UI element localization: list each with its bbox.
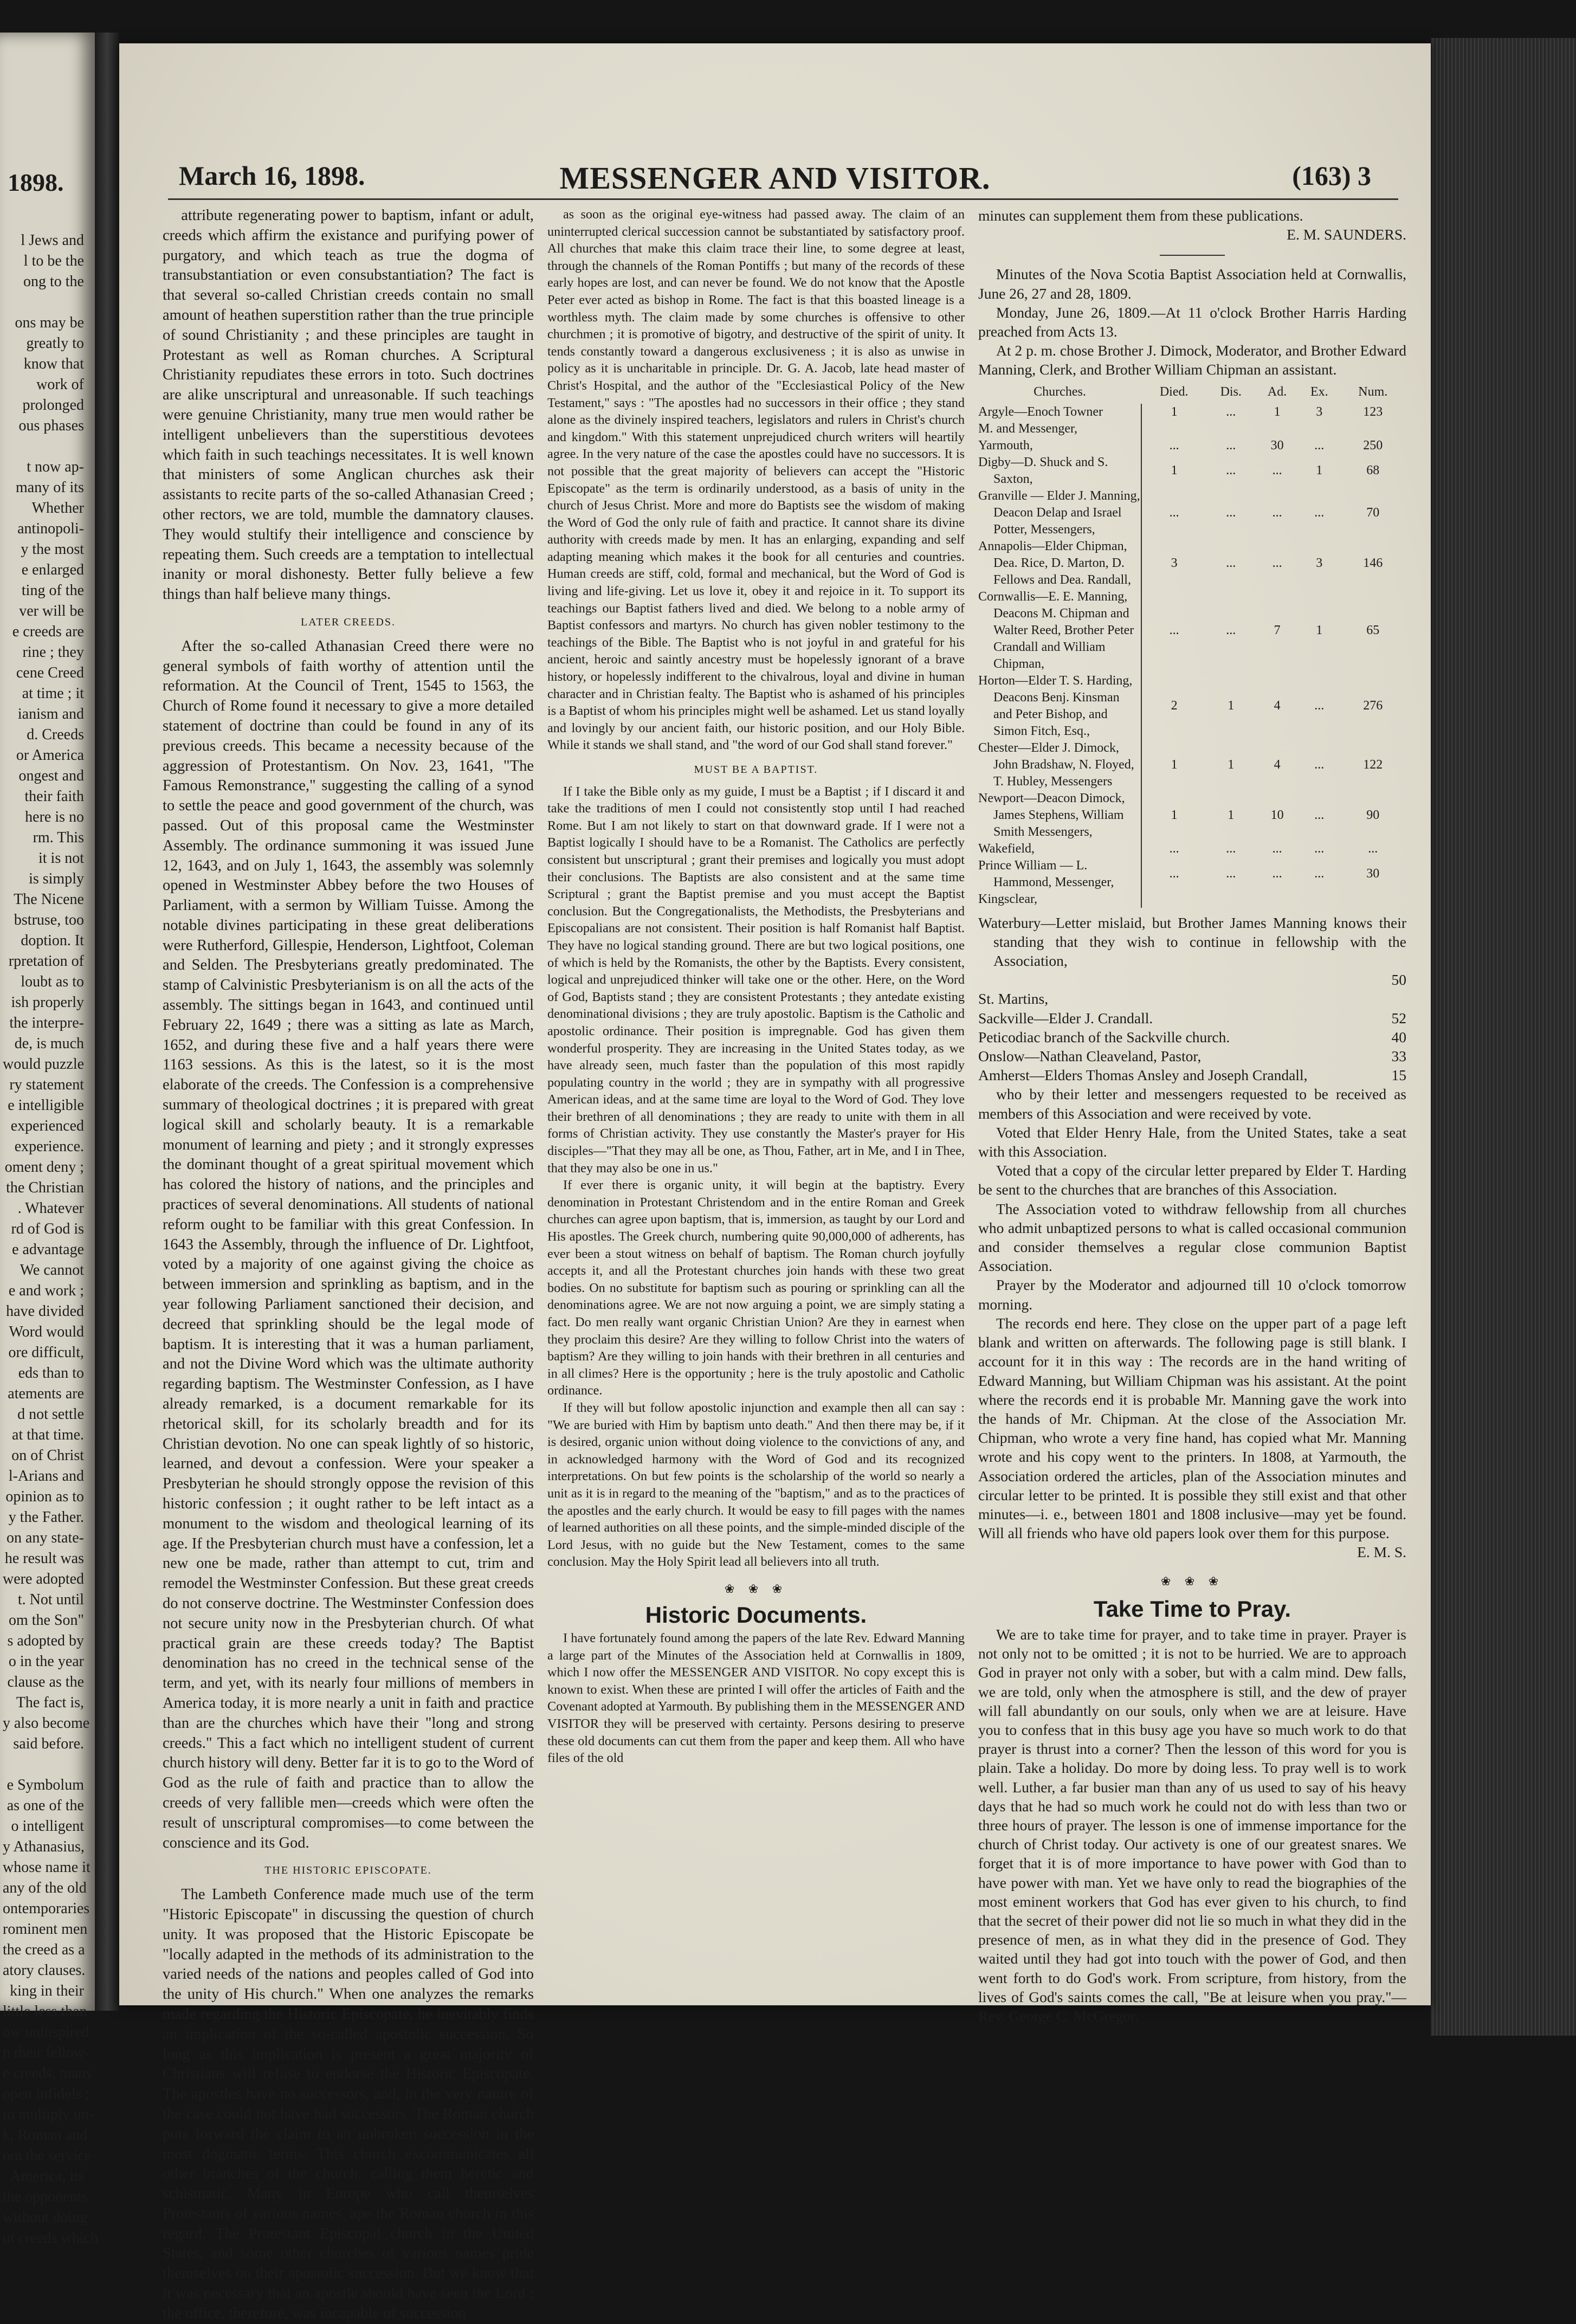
minutes-paragraphs [978,303,1406,379]
paragraph: Prayer by the Moderator and adjourned till 10 o'clock tomorrow morning. [978,1276,1406,1313]
table-cell-ex: ... [1314,757,1325,772]
church-name: Wakefield, [978,841,1035,856]
previous-page-line: de, is much [14,1035,84,1052]
ornament-divider-2: ❀ ❀ ❀ [1160,1574,1224,1588]
paragraph: The Lambeth Conference made much use of the term "Historic Episcopate" in discussing the question of church unity. It was proposed that the Historic Episcopate be "locally adapted in the methods of its administration to the varied needs of the nations and peoples called of God into the unity of His church." When one analyzes the remarks made regarding the Historic Episcopate, he inevitably finds an implication of the so-called apostolic succession. So long as this implication is present a great majority of Christians will refuse to endorse the Historic Episcopate. The apostles have no successors, and, in the very nature of the case could not have had successors. The Roman church puts forward the claim to an unbroken succession in the most dogmatic terms. This church excommunicates all other branches of the church, calling them heretic and schismatic. Many in Europe who call themselves Protestants of various names, ape the Roman church in this regard. The Protestant Episcopal church in the United States, and some other churches of various names pride themselves on their apostolic succession. But we know that it was necessary that an apostle should have seen the Lord ; the office, therefore, was incapable of succession [163,1886,534,2322]
additional-churches-list [978,989,1406,1084]
church-number: 15 [1391,1067,1406,1084]
previous-page-line: bstruse, too [14,912,84,928]
previous-page-line: ting of the [21,582,84,599]
church-name: Prince William — L. Hammond, Messenger, [978,858,1114,889]
previous-page-line: on of Christ [11,1447,84,1464]
table-header-cell: Num. [1358,384,1388,399]
church-name: Horton—Elder T. S. Harding, Deacons Benj. Kinsman and Peter Bishop, and Simon Fitch, Esq., [978,673,1133,738]
previous-page-line: the Christian [6,1179,84,1196]
church-name: Granville — Elder J. Manning, Deacon Delap and Israel Potter, Messengers, [978,488,1140,537]
previous-page-line: the creed as a [3,1941,85,1958]
previous-page-line: were adopted [3,1571,85,1587]
previous-page-line: oment deny ; [4,1159,84,1176]
church-name: Yarmouth, [978,438,1033,453]
previous-page-line: ver will be [19,603,84,619]
previous-page-line: om the service [3,2147,92,2164]
table-row [978,454,1406,488]
paragraph: Voted that a copy of the circular letter prepared by Elder T. Harding be sent to the churches that are branches of this Association. [978,1162,1406,1198]
churches-table [978,383,1406,908]
previous-page-line: t now ap- [27,459,84,475]
page-number: (163) 3 [1292,160,1371,191]
previous-page-line: y also become [3,1715,90,1732]
previous-page-line: The Nicene [14,891,84,908]
stacked-page-edges [1431,38,1576,2036]
table-cell-name [978,790,1141,841]
church-name: Digby—D. Shuck and S. Saxton, [978,455,1108,486]
table-cell-num: ... [1368,841,1378,856]
previous-page-line: atory clauses. [3,1962,86,1979]
paragraph: If I take the Bible only as my guide, I must be a Baptist ; if I discard it and take the traditions of men I could not consistently stop until I had reached Rome. But I am not likely to start on that downward grade. If I were not a Baptist logically I should have to be a Romanist. The Catholics are perfectly consistent but unscriptural ; grant their premises and logically you must adopt their conclusions. The Baptists are also consistent and at the same time Scriptural ; grant the Baptist premise and you must accept the Baptist conclusion. But the Congregationalists, the Methodists, the Presbyterians and Episcopalians are not consistent. Their position is half Romanist half Baptist. They have no logical standing ground. There are but two logical positions, one of which is held by the Romanists, the other by the Baptists. Every consistent, logical and unprejudiced thinker will take one or the other. Here, on the Word of God, Baptists stand ; they are consistent Protestants ; they antedate existing denominational divisions ; they are truly apostolic. Baptism is the Catholic and apostolic ordinance. Their position is impregnable. God has given them wonderful prosperity. They are increasing in the United States today, as we have already seen, much faster than the population of this most rapidly populating country in the world ; they are in sympathy with all progressive American ideas, and at the same time are loyal to the Word of God. They love their brethren of all denominations ; they are ready to unite with them in all forms of Christian activity. They use constantly the Master's prayer for His disciples—"That they may all be one, as Thou, Father, art in Me, and I in Thee, that they may also be one in us." [547,784,965,1176]
table-cell-died [1141,891,1206,908]
table-cell-dis: ... [1226,556,1236,570]
list-item [978,1009,1406,1028]
table-cell-dis: ... [1226,404,1236,419]
table-cell-dis: 1 [1228,699,1235,713]
table-cell-died: 1 [1171,757,1178,772]
table-row [978,790,1406,841]
table-cell-name [978,421,1141,437]
table-cell-ex: 1 [1316,623,1323,637]
table-cell-died: 2 [1171,699,1178,713]
previous-page-line: experienced [10,1118,84,1134]
table-cell-died: ... [1169,867,1179,881]
column-2-paragraphs-c [547,1630,965,1767]
previous-page-line: antinopoli- [17,520,84,537]
previous-page-line: doption. It [21,932,84,949]
previous-page-line: without doing [3,2209,88,2226]
table-cell-dis: ... [1226,505,1236,520]
paragraph: If ever there is organic unity, it will begin at the baptistry. Every denomination in Protestant Christendom and in the entire Roman and Greek churches can agree upon baptism, that is, immersion, as taught by our Lord and His apostles. The Greek church, numbering quite 90,000,000 of adherents, has ever been a stout witness on behalf of baptism. The Roman church joyfully accepts it, and all the Protestant churches join hands with these two great bodies. On no substitute for baptism such as pouring or sprinkling can all the denominations agree. We are not now arguing a point, we are simply stating a fact. Do men really want organic Christian Union? Are they in earnest when they proclaim this desire? Are they willing to follow Christ into the waters of baptism? Are they willing to join hands with their brethren in all centuries and in all climes? Here is the opportunity ; here is the truly apostolic and Catholic ordinance. [547,1178,965,1398]
previous-page-line: said before. [13,1735,84,1752]
previous-page-line: e creeds, many [3,2065,94,2082]
table-cell-name [978,404,1141,421]
table-header-cell: Ad. [1267,384,1287,399]
church-name: Argyle—Enoch Towner [978,404,1103,419]
previous-page-line: y the most [21,541,84,558]
table-cell-num: 146 [1363,556,1383,570]
previous-page-line: l to be the [23,253,84,269]
previous-page-line: atements are [8,1385,84,1402]
previous-page-line: or America [16,747,84,764]
table-cell-num: 276 [1363,699,1383,713]
table-cell-dis: ... [1226,623,1236,637]
previous-page-line: any of the old [3,1880,87,1896]
table-cell-died: ... [1169,505,1179,520]
previous-page-line: t. Not until [17,1591,84,1608]
table-cell-ex [1299,421,1340,437]
previous-page-line: rd of God is [11,1221,84,1237]
previous-page-line: om the Son" [9,1612,84,1629]
paragraph: After the so-called Athanasian Creed there were no general symbols of faith worthy of attention until the reformation. At the Council of Trent, 1545 to 1563, the Church of Rome found it necessary to give a more detailed statement of doctrine than could be found in any of its previous creeds. This became a necessity because of the aggression of Protestantism. On Nov. 23, 1641, "The Famous Remonstrance," suggesting the calling of a synod to settle the peace and good government of the church, was passed. Out of this proposal came the Westminster Assembly. The ordinance summoning it was issued June 12, 1643, and on July 1, 1643, the assembly was solemnly opened in Westminster Abbey before the two Houses of Parliament, with a sermon by William Tuisse. Among the notable divines participating in these great deliberations were Rutherford, Gillespie, Henderson, Lightfoot, Coleman and Selden. The Presbyterians greatly predominated. The stamp of Calvinistic Presbyterianism is on all the acts of the assembly. The sittings began in 1643, and continued until February 22, 1649 ; there was a sitting as late as March, 1652, and during these five and a half years there were 1163 sessions. As this is the latest, so it is the most elaborate of the creeds. The Confession is a comprehensive summary of theological doctrines ; it is prepared with great logical skill and scholarly beauty. It is a remarkable monument of learning and piety ; and it strongly expresses the dominant thought of a great spiritual movement which has colored the history of nations, and the principles and practices of several denominations. All students of national reform ought to be familiar with this great Confession. In 1643 the Assembly, through the influence of Dr. Lightfoot, voted by a majority of one against giving the choice as between immersion and sprinkling as baptism, and in the year following Parliament sanctioned their decision, and decreed that sprinkling should be the legal mode of baptism. It is interesting that it was a human parliament, and not the Divine Word which was the ultimate authority regarding baptism. The Westminster Confession, as I have already remarked, is a document remarkable for its rhetorical skill, for its scholarly breadth and for its Christian devotion. No one can speak lightly of so historic, learned, and devout a confession. Were your speaker a Presbyterian he should strongly oppose the revision of this historic confession ; it ought rather to be left intact as a monument to the wisdom and theological learning of its age. If the Presbyterian church must have a confession, let a new one be made, rather than attempt to cut, trim and remodel the Westminster Confession. But these great creeds do not conserve doctrine. The Westminster Confession does not secure unity now in the Presbyterian church. Of what practical grain are these creeds today? The Baptist denomination has no creed in the technical sense of the term, and yet, with its nearly four millions of members in America today, it is more nearly a unit in faith and practice than are the churches which have their "long and strong creeds." This a fact which no intelligent student of current church history will deny. Better far it is to go to the Word of God as the rule of faith and practice than to allow the creeds of very fallible men—creeds which were often the result of unscriptural compromises—to come between the conscience and its God. [163,637,534,1851]
column-2-paragraphs-b [547,783,965,1571]
previous-page-line: e and work ; [8,1282,84,1299]
paragraph: If they will but follow apostolic injunction and example then all can say : "We are buried with Him by baptism unto death." And then there may be, if it is desired, organic union without doing violence to the convictions of any, and in acknowledged harmony with the Word of God and its recognized interpretations. On but few points is the scholarship of the world so nearly a unit as it is in regard to the meaning of the "baptism," and as to the practices of the apostles and the early church. It would be easy to fill pages with the names of learned authorities on all these points, and the simple-minded disciple of the Lord Jesus, with no guide but the New Testament, comes to the same conclusion. May the Holy Spirit lead all believers into all truth. [547,1400,965,1570]
table-cell-dis: 1 [1228,808,1235,822]
heading-historic-documents: Historic Documents. [645,1602,867,1628]
column-2-paragraphs-a [547,206,965,754]
previous-page-line: e Symbolum [7,1777,84,1793]
previous-page-line: s adopted by [7,1632,84,1649]
church-name: Annapolis—Elder Chipman, Dea. Rice, D. Marton, D. Fellows and Dea. Randall, [978,539,1131,587]
table-cell-dis: ... [1226,841,1236,856]
previous-page-line: rpretation of [8,953,84,970]
previous-page-line: rominent men [3,1921,88,1938]
table-cell-ad: ... [1272,505,1282,520]
table-cell-died: 1 [1171,404,1178,419]
previous-page-line: ore difficult, [8,1344,84,1361]
heading-take-time-to-pray: Take Time to Pray. [1093,1596,1291,1622]
waterbury-text: Waterbury—Letter mislaid, but Brother James Manning knows their standing that they wish to continue in fellowship with the Association, [978,914,1406,970]
table-cell-num [1340,891,1406,908]
table-cell-ex: 3 [1316,556,1323,570]
table-header-cell: Died. [1159,384,1189,399]
minutes-title: Minutes of the Nova Scotia Baptist Association held at Cornwallis, June 26, 27 and 28, 1809. [978,266,1406,302]
table-row [978,421,1406,437]
previous-page-line: d not settle [17,1406,84,1423]
table-row [978,841,1406,857]
previous-page-line: clause as the [7,1674,84,1690]
list-item [978,1066,1406,1084]
table-cell-ex: ... [1314,841,1325,856]
table-cell-num: 70 [1366,505,1380,520]
church-name: Amherst—Elders Thomas Ansley and Joseph Crandall, [978,1067,1308,1084]
table-cell-name [978,841,1141,857]
waterbury-number: 50 [1391,971,1406,989]
table-cell-ad: 4 [1274,757,1281,772]
table-row [978,891,1406,908]
previous-page-line: o in the year [8,1653,84,1670]
previous-page-line: rm. This [33,829,84,846]
table-cell-ad: ... [1272,841,1282,856]
previous-page-line: to multiply un- [3,2106,94,2123]
table-cell-num: 68 [1366,463,1380,478]
previous-page-line: experience. [14,1138,84,1155]
table-row [978,589,1406,673]
previous-page-line: ish properly [11,994,84,1011]
paragraph: At 2 p. m. chose Brother J. Dimock, Moderator, and Brother Edward Manning, Clerk, and Brother William Chipman an assistant. [978,342,1406,378]
table-cell-num [1340,421,1406,437]
table-cell-dis [1206,421,1255,437]
table-row [978,740,1406,790]
previous-page-line: . Whatever [17,1200,84,1217]
table-row [978,488,1406,538]
previous-page-line: e advantage [12,1241,84,1258]
previous-page-line: America, its [10,2168,84,2185]
list-item [978,1028,1406,1047]
table-cell-name [978,589,1141,673]
table-cell-name [978,857,1141,891]
paragraph: who by their letter and messengers requested to be received as members of this Association and were received by vote. [978,1086,1406,1122]
previous-page-line: e enlarged [21,561,84,578]
table-cell-name [978,488,1141,538]
table-cell-died: ... [1169,841,1179,856]
table-cell-num: 90 [1366,808,1380,822]
table-cell-ad: 4 [1274,699,1281,713]
table-cell-died [1141,421,1206,437]
church-name: Chester—Elder J. Dimock, John Bradshaw, N. Floyed, T. Hubley, Messengers [978,740,1134,789]
previous-page-line: it is not [38,850,84,867]
table-cell-name [978,673,1141,740]
column-3 [978,206,1406,2024]
church-name: M. and Messenger, [978,421,1077,436]
table-cell-name [978,454,1141,488]
paragraph: Voted that Elder Henry Hale, from the United States, take a seat with this Association. [978,1124,1406,1160]
ornament-divider: ❀ ❀ ❀ [724,1581,788,1596]
table-cell-died: 1 [1171,463,1178,478]
table-cell-ad: ... [1272,867,1282,881]
previous-page-line: many of its [16,479,84,496]
table-cell-dis [1206,891,1255,908]
previous-page-line: prolonged [22,397,84,414]
table-cell-ad: 10 [1270,808,1284,822]
previous-page-line: Whether [31,500,84,517]
table-row [978,857,1406,891]
previous-page-line: ut creeds which [3,2230,98,2246]
table-cell-ex: 1 [1316,463,1323,478]
subheading-must-be-baptist: MUST BE A BAPTIST. [694,764,818,776]
previous-page-line: rine ; they [22,644,84,661]
minutes-paragraphs-after [978,1084,1406,1542]
table-cell-dis: ... [1226,463,1236,478]
table-cell-ex: ... [1314,699,1325,713]
book-gutter [95,33,119,2011]
previous-page-line: loubt as to [21,973,84,990]
table-cell-num: 65 [1366,623,1380,637]
previous-page-line: ons may be [15,314,84,331]
previous-page-line: Word would [9,1324,84,1340]
table-cell-num: 30 [1366,867,1380,881]
previous-page-line: their faith [24,788,84,805]
table-cell-ex: ... [1314,438,1325,453]
paragraph: The Association voted to withdraw fellowship from all churches who admit unbaptized persons to what is called occasional communion and consider themselves a regular close communion Baptist Association. [978,1200,1406,1275]
previous-page-line: ong to the [23,273,84,290]
previous-page-line: he result was [4,1550,84,1567]
previous-page-line: n their fellow- [3,2044,90,2061]
table-row [978,437,1406,454]
newspaper-title: MESSENGER AND VISITOR. [559,160,991,196]
table-cell-ad [1255,421,1299,437]
table-cell-name [978,891,1141,908]
table-cell-ex [1299,891,1340,908]
table-row [978,538,1406,589]
previous-page-line: eds than to [18,1365,84,1382]
previous-page-line: o intelligent [11,1818,84,1835]
signature-saunders: E. M. SAUNDERS. [1287,226,1406,243]
previous-page-line [3,1754,84,1775]
church-name: Peticodiac branch of the Sackville church. [978,1028,1230,1045]
previous-page-edge [0,33,98,2246]
column-1-paragraphs-c [163,1885,534,2324]
column-1-paragraphs-b [163,637,534,1854]
table-cell-ex: ... [1314,867,1325,881]
table-row [978,404,1406,421]
previous-page-line: whose name it [3,1859,91,1876]
previous-page-line: ongest and [18,767,84,784]
table-cell-died: ... [1169,623,1179,637]
previous-page-line: the opponents [3,2189,88,2205]
table-cell-name [978,538,1141,589]
previous-page-line: as one of the [7,1797,84,1814]
table-cell-ad: 30 [1270,438,1284,453]
previous-page-line: at that time. [12,1426,84,1443]
table-cell-ex: ... [1314,505,1325,520]
previous-page-line: opinion as to [5,1488,84,1505]
church-name: St. Martins, [978,990,1049,1008]
previous-page-line: king in their [10,1983,84,1999]
table-cell-num: 250 [1363,438,1383,453]
paragraph: I have fortunately found among the papers of the late Rev. Edward Manning a large part of the Minutes of the Association held at Cornwallis in 1809, which I now offer the MESSENGER AND VISITOR. No copy except this is known to exist. When these are printed I will offer the articles of Faith and the Covenant adopted at Yarmouth. By publishing them in the MESSENGER AND VISITOR they will be preserved with certainty. Persons desiring to preserve these old documents can cut them from the paper and keep them. All who have files of the old [547,1631,965,1766]
previous-page-line: k, Roman and [3,2127,88,2144]
previous-page-line: y the Father. [8,1509,84,1526]
table-cell-ex: ... [1314,808,1325,822]
previous-page-line: ianism and [17,706,84,722]
previous-page-line: here is no [25,809,84,825]
previous-page-line [3,292,84,313]
previous-page-line: ry statement [9,1076,84,1093]
minutes-intro: minutes can supplement them from these publications. [978,207,1303,224]
previous-page-line: open infidels ; [3,2086,90,2102]
table-cell-dis: ... [1226,438,1236,453]
church-number: 40 [1391,1028,1406,1045]
table-cell-dis: ... [1226,867,1236,881]
table-cell-num: 122 [1363,757,1383,772]
paragraph: The records end here. They close on the upper part of a page left blank and written on afterwards. The following page is still blank. I account for it in this way : The records are in the hand writing of Edward Manning, but William Chipman was his assistant. At the point where the records end it is probable Mr. Manning gave the work into the hands of Mr. Chipman. At the close of the Association Mr. Chipman, who wrote a very fine hand, has copied what Mr. Manning wrote and his copy went to the printers. In 1808, at Yarmouth, the Association ordered the articles, plan of the Association minutes and circular letter to be printed. It is possible they still exist and that other minutes—i. e., between 1801 and 1808 inclusive—may yet be found. Will all friends who have old papers look over them for this purpose. [978,1314,1406,1542]
table-cell-died: 3 [1171,556,1178,570]
previous-page-line: e creeds are [12,623,84,640]
short-rule [1160,255,1225,256]
list-item [978,1047,1406,1066]
previous-page-line: greatly to [26,335,84,352]
table-header-cell: Dis. [1220,384,1242,399]
table-cell-ad: ... [1272,463,1282,478]
table-cell-num: 123 [1363,404,1383,419]
previous-page-year: 1898. [8,169,64,196]
signature-ems: E. M. S. [1357,1544,1406,1561]
paragraph: as soon as the original eye-witness had passed away. The claim of an uninterrupted clerical succession cannot be substantiated by satisfactory proof. All churches that make this claim trace their line, to some degree at least, through the channels of the Roman Pontiffs ; but many of the records of these early hopes are lost, and can never be found. We do not know that the Apostle Peter ever acted as bishop in Rome. The fact is that this boasted lineage is a worthless myth. The claim made by some churches is offensive to other churchmen ; it is promotive of bigotry, and destructive of the spirit of unity. It tends constantly toward a dangerous exclusiveness ; it is also as unwise in policy as it is uncharitable in principle. Dr. G. A. Jacob, late head master of Christ's Hospital, and the author of the "Ecclesiastical Policy of the New Testament," says : "The apostles had no successors in their office ; they stand alone as the divinely inspired teachers, legislators and rulers in Christ's church and kingdom." With this statement unprejudiced church writers will heartily agree. In the very nature of the case the apostles could have no successors. It is not possible that the great majority of believers can accept the "Historic Episcopate" as the term is ordinarily understood, as a basis of unity in the church of Jesus Christ. More and more do Baptists see the wisdom of making the Word of God the only rule of faith and practice. It cannot share its divine authority with creeds made by men. It has an enlarging, expanding and self adapting meaning which makes it the book for all centuries and countries. Human creeds are stiff, cold, formal and mechanical, but the Word of God is living and life-giving. Let us love it, obey it and rejoice in it. To support its teachings our Baptist fathers lived and died. We belong to a noble army of Baptist confessors and martyrs. No church has given nobler testimony to the teachings of the Bible. The Baptist who is not joyful in and grateful for his ancient, heroic and saintly ancestry must be hopelessly ignorant of a brave history, or hopelessly indifferent to the chivalrous, loyal and divine in human character and in Christian fealty. The Baptist who is ashamed of his principles is a Baptist of whom his principles might well be ashamed. Let us stand loyally and lovingly by our ancient faith, our historic position, and our Holy Bible. While it stands we shall stand, and "the word of our God shall stand forever." [547,207,965,753]
previous-page-column [3,230,98,2246]
church-name: Newport—Deacon Dimock, James Stephens, William Smith Messengers, [978,791,1125,839]
previous-page-line: ontemporaries [3,1900,90,1917]
newspaper-page [119,43,1431,2322]
paragraph: attribute regenerating power to baptism, infant or adult, creeds which affirm the existance and purifying power of purgatory, and which teach as true the dogma of transubstantiation or even consubstantiation? The fact is that several so-called Christian creeds contain no small amount of heathen superstition rather than the true principle of sound Christianity ; and these principles are taught in Protestant as well as Roman churches. A Scriptural Christianity repudiates these errors in toto. Such doctrines are alike unscriptural and unreasonable. If such teachings were genuine Christianity, many true men would rather be intelligent unbelievers than the superstitious devotees which faith in such teachings necessitates. It is well known that ministers of some Anglican churches ask their assistants to recite parts of the so-called Athanasian Creed ; other rectors, we are told, mumble the damnatory clauses. They would stultify their intelligence and conscience by repeating them. Such creeds are a temptation to intellectual inanity or moral dishonesty. Better fully believe a few things than half believe many things. [163,207,534,603]
previous-page-line: have divided [6,1303,84,1320]
church-name: Cornwallis—E. E. Manning, Deacons M. Chipman and Walter Reed, Brother Peter Crandall and William Chipman, [978,589,1134,671]
subheading-historic-episcopate: THE HISTORIC EPISCOPATE. [264,1864,432,1877]
table-cell-name [978,437,1141,454]
church-name: Onslow—Nathan Cleaveland, Pastor, [978,1048,1202,1065]
previous-page-line [3,436,84,457]
table-cell-ad: 7 [1274,623,1281,637]
subheading-later-creeds: LATER CREEDS. [301,616,396,628]
table-header-cell: Churches. [1034,384,1086,399]
previous-page-line: ous phases [18,417,84,434]
column-1 [163,206,534,2322]
table-cell-died: 1 [1171,808,1178,822]
previous-page-line: d. Creeds [27,726,84,743]
issue-date: March 16, 1898. [179,160,365,191]
previous-page-line: y Athanasius, [3,1838,85,1855]
previous-page-line: cene Creed [16,664,84,681]
churches-table-body [978,404,1406,908]
column-1-paragraphs-a [163,206,534,605]
prayer-paragraphs [978,1625,1406,2025]
table-cell-dis: 1 [1228,757,1235,772]
waterbury-entry [978,913,1406,990]
paragraph: We are to take time for prayer, and to take time in prayer. Prayer is not only not to be omitted ; it is not to be hurried. We are to approach God in prayer not only with a sober, but with a calm mind. Dew falls, we are told, only when the atmosphere is still, and the dew of prayer will fall abundantly on our souls, only when we are at leisure. Have you to confess that in this busy age you have so much work to do that prayer is thrust into a corner? Then the lesson of this word for you is plain. Take a holiday. Do more by doing less. To pray well is to work well. Luther, a far busier man than any of us used to say of his heavy days that he had so much work he could not do with less than two or three hours of prayer. The lesson is one of immense importance for the church of Christ today. Our activety is one of our greatest snares. We forget that it is of more importance to have power with God than to have power with man. Yet we have only to read the biographies of the most eminent workers that God has ever given to his church, to find that the secret of their power did not lie so much in what they did in the presence of men, as in what they did in the presence of God. They waited until they had got into touch with the power of God, and then went forth to do God's work. From scripture, from history, from the lives of God's saints comes the call, "Be at leisure when you pray."—Rev. George C. McGregor. [978,1625,1406,2024]
previous-page-line: work of [36,376,84,393]
list-item [978,989,1406,1008]
previous-page-line: the interpre- [9,1015,84,1031]
table-cell-ad: ... [1272,556,1282,570]
previous-page-line: l Jews and [21,232,84,249]
previous-page-line: The fact is, [16,1694,84,1711]
churches-table-header [978,383,1406,404]
table-cell-ad [1255,891,1299,908]
previous-page-line: l-Arians and [8,1468,84,1484]
previous-page-line: at time ; it [22,685,84,702]
table-header-cell: Ex. [1310,384,1328,399]
table-row [978,673,1406,740]
previous-page-line: would puzzle [3,1056,85,1073]
previous-page-line: ow uninspired [3,2024,89,2041]
table-cell-ad: 1 [1274,404,1281,419]
church-number: 52 [1391,1009,1406,1027]
header-rule [168,198,1398,200]
church-number: 33 [1391,1048,1406,1065]
church-name: Kingsclear, [978,892,1037,906]
previous-page-line: e intelligible [8,1097,84,1114]
previous-page-line: know that [23,356,84,372]
table-cell-died: ... [1169,438,1179,453]
previous-page-line: We cannot [20,1262,84,1279]
church-name: Sackville—Elder J. Crandall. [978,1009,1153,1027]
previous-page-line: is simply [29,870,84,887]
column-2 [547,206,965,1984]
table-cell-name [978,740,1141,790]
page-header [179,160,1371,198]
table-cell-ex: 3 [1316,404,1323,419]
previous-page-line: on any state- [6,1529,84,1546]
previous-page-line: little less than [3,2003,87,2020]
paragraph: Monday, June 26, 1809.—At 11 o'clock Brother Harris Harding preached from Acts 13. [978,304,1406,340]
